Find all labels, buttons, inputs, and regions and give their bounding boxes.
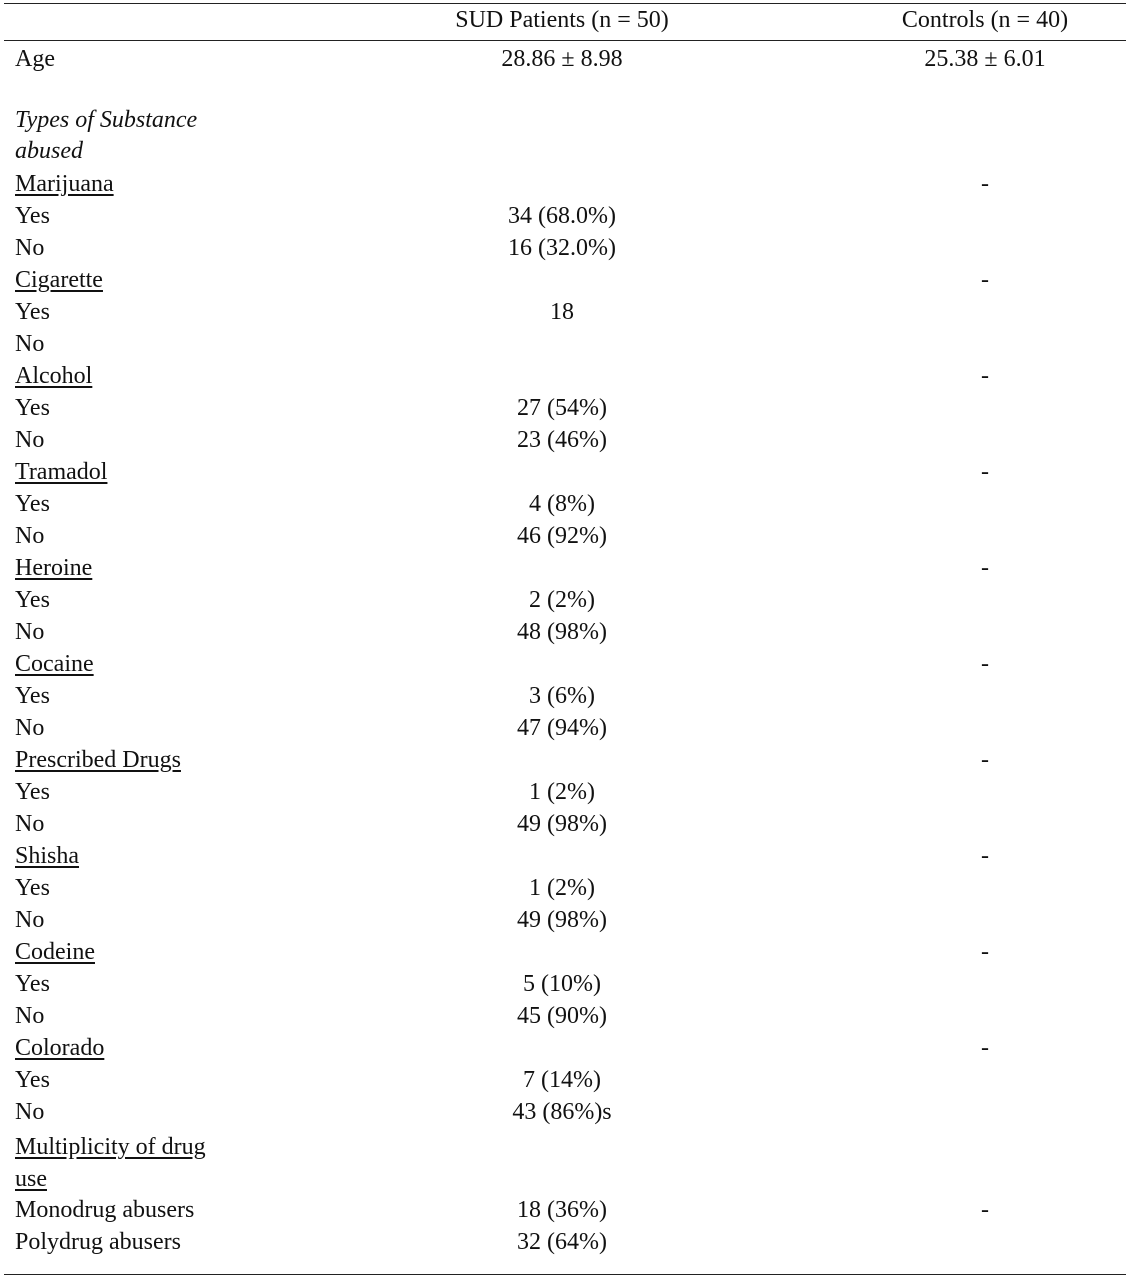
substance-yes-row bbox=[0, 392, 1130, 424]
polydrug-row bbox=[0, 1226, 1130, 1258]
substance-yes-row bbox=[0, 968, 1130, 1000]
substance-yes-row bbox=[0, 776, 1130, 808]
no-label: No bbox=[15, 1003, 45, 1029]
substance-yes-row bbox=[0, 680, 1130, 712]
substance-name: Codeine bbox=[15, 939, 95, 965]
no-label: No bbox=[15, 235, 45, 261]
table-bottom-rule bbox=[4, 1274, 1126, 1275]
substance-no-row bbox=[0, 328, 1130, 360]
substance-name: Cocaine bbox=[15, 651, 94, 677]
substance-name: Tramadol bbox=[15, 459, 108, 485]
no-label: No bbox=[15, 1099, 45, 1125]
age-sud-value: 28.86 ± 8.98 bbox=[501, 46, 623, 72]
types-heading-line2 bbox=[0, 135, 1130, 167]
substance-yes-row bbox=[0, 488, 1130, 520]
multiplicity-heading: Multiplicity of drug bbox=[15, 1134, 206, 1160]
multiplicity-heading-line2 bbox=[0, 1163, 1130, 1195]
substance-controls-value: - bbox=[981, 267, 989, 293]
polydrug-value: 32 (64%) bbox=[517, 1229, 607, 1255]
substance-name: Heroine bbox=[15, 555, 93, 581]
no-value: 23 (46%) bbox=[517, 427, 607, 453]
yes-label: Yes bbox=[15, 1067, 50, 1093]
substance-name-row bbox=[0, 456, 1130, 488]
substance-name: Prescribed Drugs bbox=[15, 747, 181, 773]
no-label: No bbox=[15, 331, 45, 357]
polydrug-label: Polydrug abusers bbox=[15, 1229, 181, 1255]
substance-name: Marijuana bbox=[15, 171, 114, 197]
age-controls-value: 25.38 ± 6.01 bbox=[924, 46, 1046, 72]
yes-value: 2 (2%) bbox=[529, 587, 595, 613]
yes-value: 18 bbox=[550, 299, 574, 325]
substance-controls-value: - bbox=[981, 363, 989, 389]
no-value: 49 (98%) bbox=[517, 907, 607, 933]
substance-name-row bbox=[0, 168, 1130, 200]
age-row bbox=[0, 43, 1130, 75]
substance-yes-row bbox=[0, 200, 1130, 232]
types-heading-text: Types of Substance bbox=[15, 107, 198, 133]
substance-controls-value: - bbox=[981, 555, 989, 581]
yes-value: 27 (54%) bbox=[517, 395, 607, 421]
substance-name-row bbox=[0, 360, 1130, 392]
substance-no-row bbox=[0, 424, 1130, 456]
substance-name: Shisha bbox=[15, 843, 80, 869]
substance-no-row bbox=[0, 1000, 1130, 1032]
substance-name-row bbox=[0, 1032, 1130, 1064]
monodrug-label: Monodrug abusers bbox=[15, 1197, 195, 1223]
multiplicity-heading: use bbox=[15, 1166, 47, 1192]
substance-controls-value: - bbox=[981, 651, 989, 677]
substance-controls-value: - bbox=[981, 843, 989, 869]
no-value: 16 (32.0%) bbox=[508, 235, 616, 261]
no-value: 47 (94%) bbox=[517, 715, 607, 741]
substance-name-row bbox=[0, 552, 1130, 584]
substance-controls-value: - bbox=[981, 1035, 989, 1061]
substance-name-row bbox=[0, 840, 1130, 872]
yes-value: 3 (6%) bbox=[529, 683, 595, 709]
yes-label: Yes bbox=[15, 299, 50, 325]
substance-no-row bbox=[0, 232, 1130, 264]
monodrug-value: 18 (36%) bbox=[517, 1197, 607, 1223]
no-value: 49 (98%) bbox=[517, 811, 607, 837]
substance-no-row bbox=[0, 520, 1130, 552]
no-label: No bbox=[15, 523, 45, 549]
substance-name-row bbox=[0, 648, 1130, 680]
table-header-row bbox=[0, 4, 1130, 36]
substance-yes-row bbox=[0, 296, 1130, 328]
yes-value: 1 (2%) bbox=[529, 779, 595, 805]
substance-yes-row bbox=[0, 584, 1130, 616]
substance-controls-value: - bbox=[981, 171, 989, 197]
yes-value: 7 (14%) bbox=[523, 1067, 601, 1093]
age-label: Age bbox=[15, 46, 55, 72]
yes-label: Yes bbox=[15, 779, 50, 805]
substance-name: Cigarette bbox=[15, 267, 103, 293]
table-header-rule bbox=[4, 40, 1126, 41]
substance-no-row bbox=[0, 808, 1130, 840]
substance-name: Colorado bbox=[15, 1035, 105, 1061]
substance-name: Alcohol bbox=[15, 363, 93, 389]
types-heading-line1 bbox=[0, 104, 1130, 136]
no-value: 43 (86%)s bbox=[512, 1099, 612, 1125]
substance-yes-row bbox=[0, 1064, 1130, 1096]
substance-no-row bbox=[0, 712, 1130, 744]
yes-value: 5 (10%) bbox=[523, 971, 601, 997]
substance-name-row bbox=[0, 936, 1130, 968]
substance-controls-value: - bbox=[981, 459, 989, 485]
no-value: 46 (92%) bbox=[517, 523, 607, 549]
yes-value: 1 (2%) bbox=[529, 875, 595, 901]
yes-value: 34 (68.0%) bbox=[508, 203, 616, 229]
substance-yes-row bbox=[0, 872, 1130, 904]
multiplicity-heading-line1 bbox=[0, 1131, 1130, 1163]
no-label: No bbox=[15, 427, 45, 453]
no-label: No bbox=[15, 715, 45, 741]
substance-controls-value: - bbox=[981, 939, 989, 965]
substance-name-row bbox=[0, 744, 1130, 776]
no-label: No bbox=[15, 619, 45, 645]
monodrug-controls: - bbox=[981, 1197, 989, 1223]
header-controls: Controls (n = 40) bbox=[901, 7, 1069, 33]
substance-controls-value: - bbox=[981, 747, 989, 773]
yes-label: Yes bbox=[15, 395, 50, 421]
types-heading-text: abused bbox=[15, 138, 83, 164]
no-label: No bbox=[15, 907, 45, 933]
yes-label: Yes bbox=[15, 491, 50, 517]
no-label: No bbox=[15, 811, 45, 837]
yes-label: Yes bbox=[15, 203, 50, 229]
substance-no-row bbox=[0, 904, 1130, 936]
yes-label: Yes bbox=[15, 683, 50, 709]
yes-label: Yes bbox=[15, 971, 50, 997]
no-value: 45 (90%) bbox=[517, 1003, 607, 1029]
no-value: 48 (98%) bbox=[517, 619, 607, 645]
substance-no-row bbox=[0, 1096, 1130, 1128]
yes-label: Yes bbox=[15, 875, 50, 901]
substance-no-row bbox=[0, 616, 1130, 648]
monodrug-row bbox=[0, 1194, 1130, 1226]
substance-name-row bbox=[0, 264, 1130, 296]
header-sud-patients: SUD Patients (n = 50) bbox=[455, 7, 669, 33]
yes-label: Yes bbox=[15, 587, 50, 613]
yes-value: 4 (8%) bbox=[529, 491, 595, 517]
